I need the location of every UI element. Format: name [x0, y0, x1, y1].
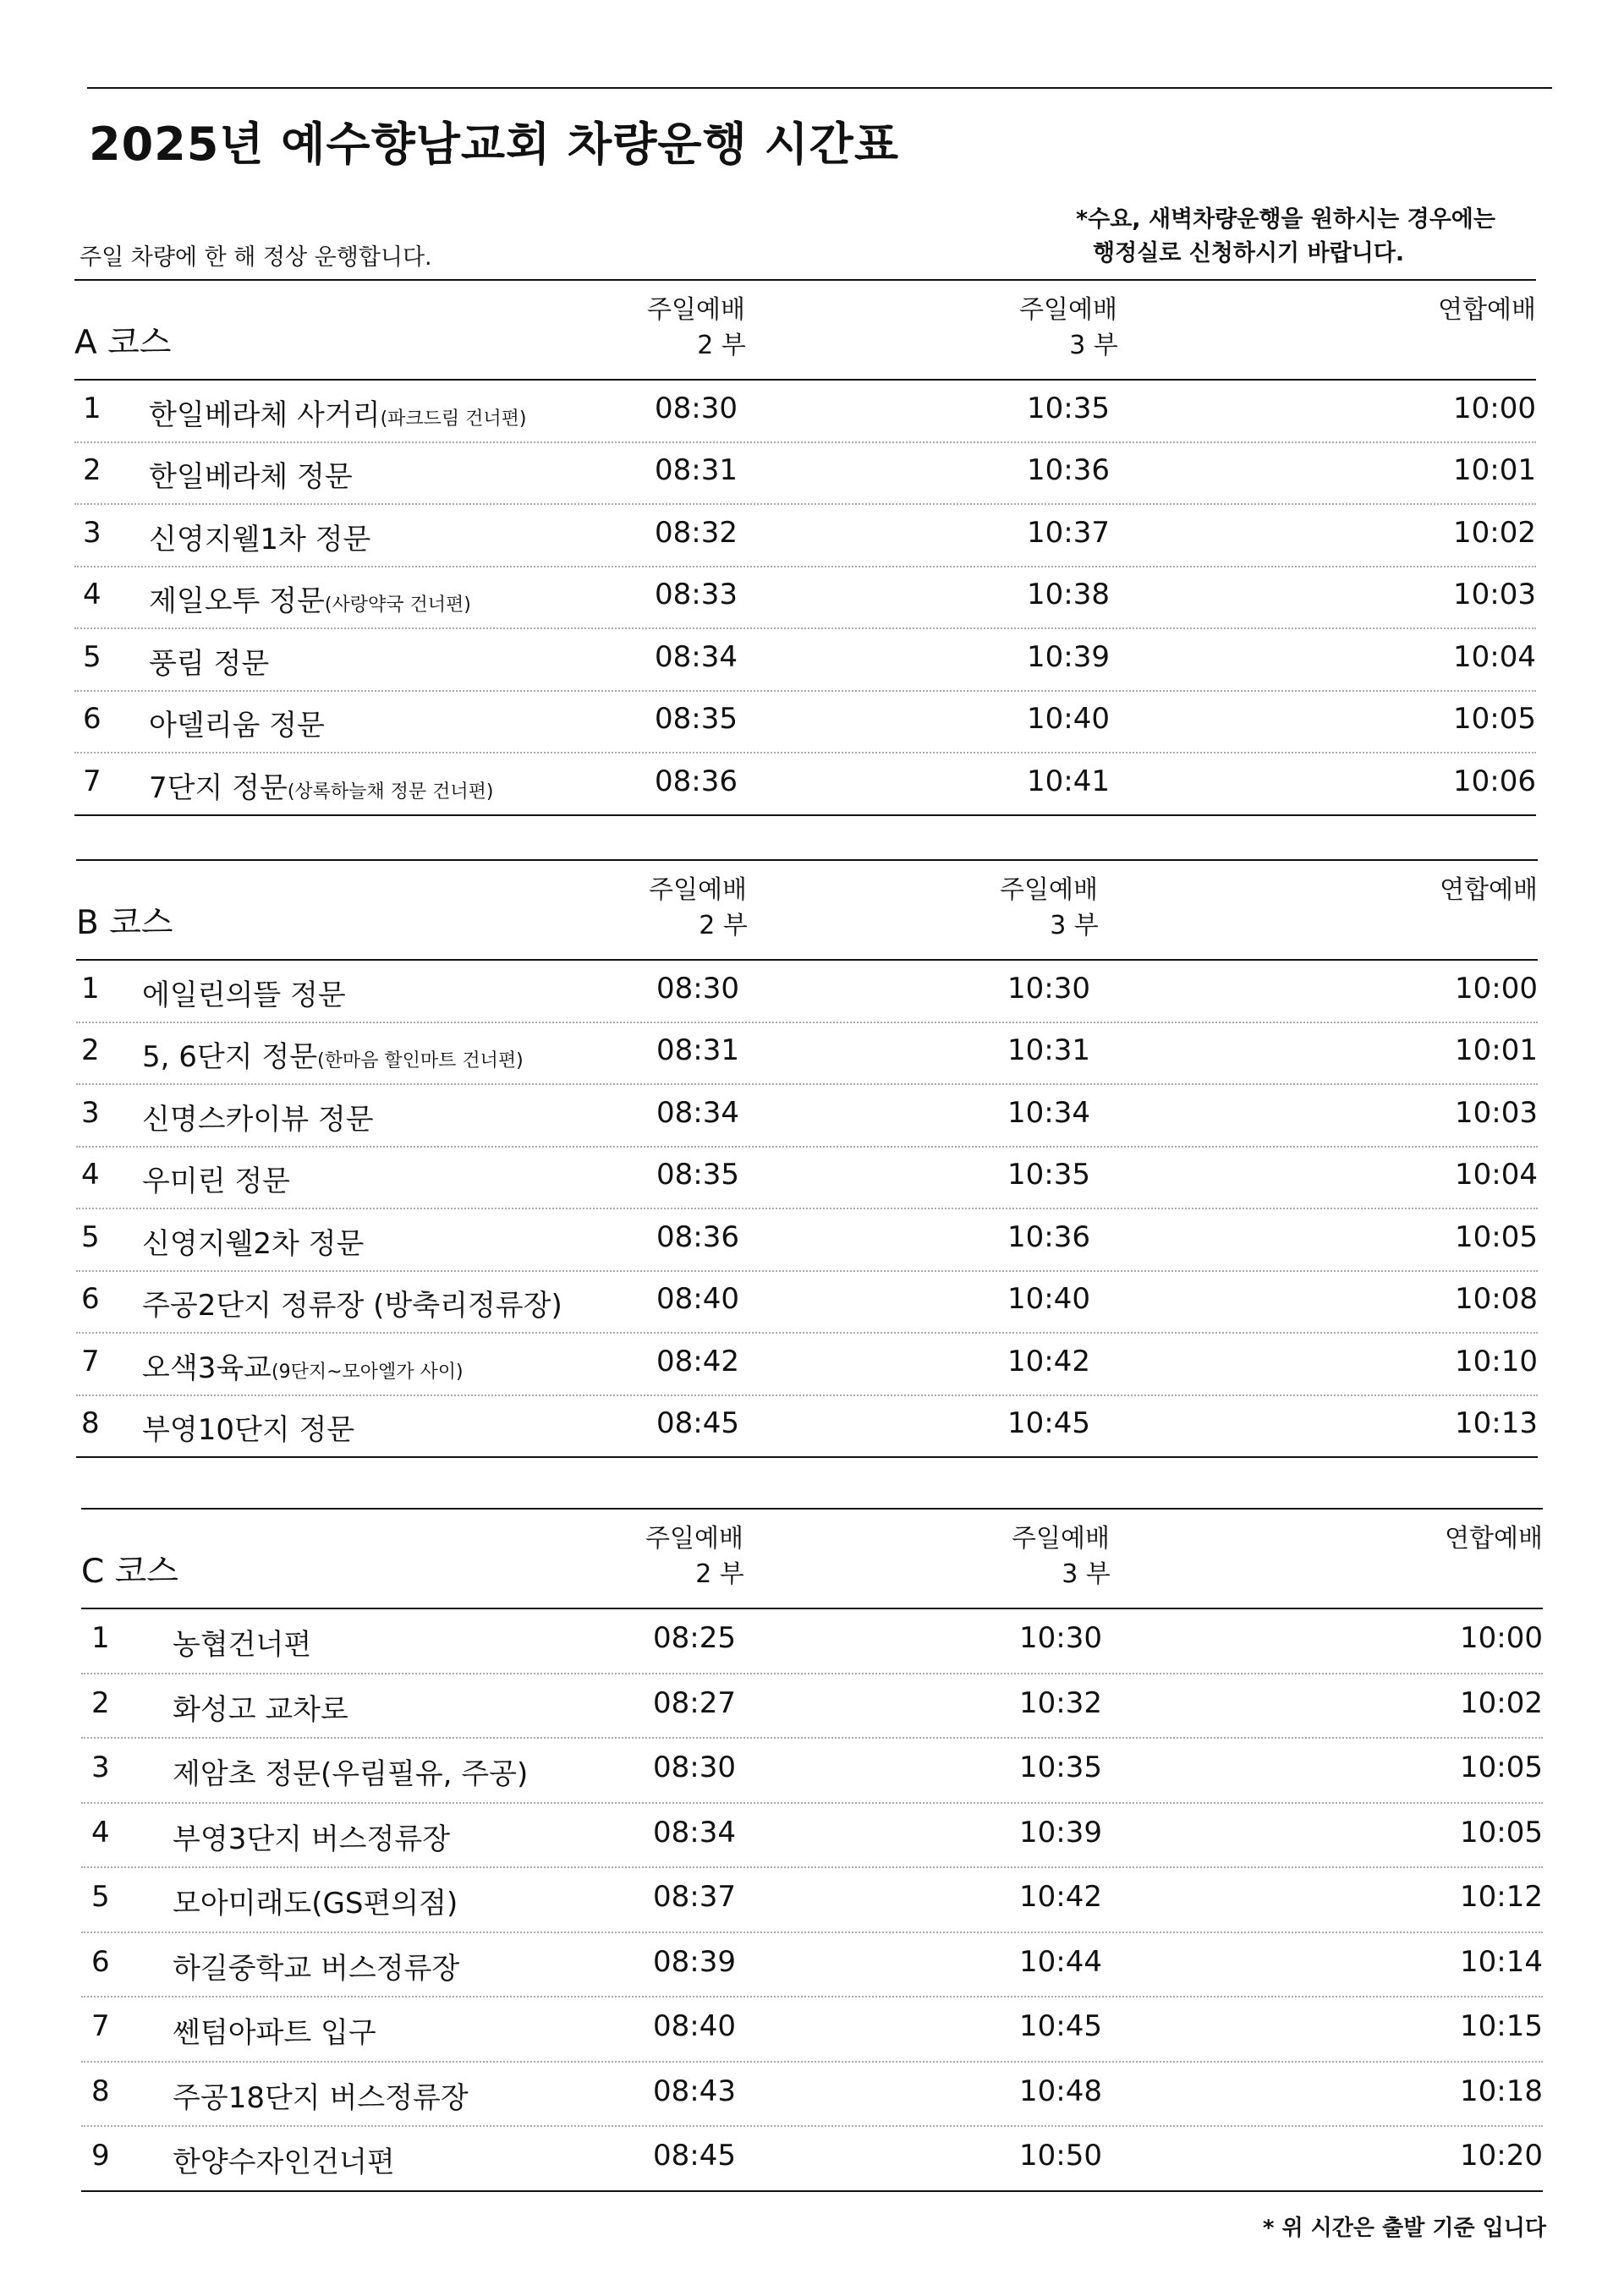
column-header-service-2-part: 2 부: [697, 331, 746, 360]
table-row: [81, 1609, 1543, 1674]
time-joint: 10:10: [1455, 1344, 1538, 1378]
stop-landmark-note: (사랑약국 건너편): [324, 595, 471, 616]
course-name: A 코스: [74, 324, 172, 362]
column-header-service-2: [595, 293, 798, 364]
stop-name: [149, 392, 527, 433]
table-row: [81, 1739, 1543, 1804]
table-row: [74, 692, 1536, 754]
time-joint: 10:05: [1460, 1815, 1543, 1849]
time-joint: 10:08: [1455, 1282, 1538, 1317]
stop-name: [149, 640, 269, 682]
time-joint: 10:06: [1453, 764, 1536, 798]
time-joint: 10:01: [1453, 453, 1536, 488]
top-rule: [87, 87, 1552, 89]
time-service-2: 08:32: [655, 515, 738, 550]
table-row: [74, 753, 1536, 816]
time-joint: 10:15: [1460, 2009, 1543, 2044]
time-service-2: 08:31: [655, 453, 738, 488]
time-service-2: 08:45: [656, 1406, 739, 1441]
table-row: [74, 567, 1536, 630]
table-row: [81, 2063, 1543, 2128]
table-row: [74, 381, 1536, 443]
time-service-3: 10:40: [1007, 1282, 1090, 1317]
stop-name-text: 제일오투 정문: [149, 584, 325, 619]
column-header-service-3: [947, 873, 1150, 944]
table-row: [76, 1085, 1538, 1148]
operation-note: 주일 차량에 한 해 정상 운행합니다.: [80, 244, 432, 271]
table-row: [74, 443, 1536, 506]
table-row: [76, 1334, 1538, 1396]
stop-number: 7: [81, 1344, 100, 1378]
time-service-3: 10:30: [1007, 971, 1090, 1006]
stop-name: [173, 1751, 528, 1792]
stop-name-text: 한일베라체 사거리: [149, 397, 381, 432]
stop-name-text: 7단지 정문: [149, 770, 288, 805]
stop-name: [173, 1816, 450, 1857]
table-row: [76, 1272, 1538, 1334]
column-header-service-3: [967, 293, 1170, 364]
footer-note: * 위 시간은 출발 기준 입니다: [1262, 2216, 1546, 2241]
time-service-2: 08:30: [655, 391, 738, 425]
request-note: [1076, 203, 1495, 271]
stop-name: [142, 1096, 374, 1137]
time-service-3: 10:37: [1027, 515, 1110, 550]
column-header-joint: [1445, 1521, 1543, 1557]
time-service-3: 10:45: [1007, 1406, 1090, 1441]
stop-number: 4: [91, 1815, 110, 1849]
time-joint: 10:00: [1460, 1621, 1543, 1656]
stop-name: [142, 972, 346, 1013]
stop-number: 9: [91, 2139, 110, 2173]
stop-number: 7: [83, 764, 102, 798]
time-service-3: 10:38: [1027, 578, 1110, 612]
time-service-2: 08:36: [656, 1219, 739, 1254]
time-joint: 10:05: [1460, 1751, 1543, 1785]
time-joint: 10:01: [1455, 1033, 1538, 1068]
time-service-3: 10:36: [1007, 1219, 1090, 1254]
stop-name-text: 부영10단지 정문: [142, 1413, 355, 1448]
stop-name: [173, 2139, 395, 2180]
time-service-3: 10:41: [1027, 764, 1110, 798]
time-service-2: 08:40: [653, 2009, 736, 2044]
stop-name-text: 신명스카이뷰 정문: [142, 1102, 374, 1137]
stop-landmark-note: (파크드림 건너편): [380, 408, 527, 430]
stop-name-text: 한일베라체 정문: [149, 460, 353, 495]
course-name: B 코스: [76, 904, 173, 942]
stop-number: 5: [83, 639, 102, 674]
time-service-3: 10:40: [1027, 702, 1110, 737]
stop-name-text: 오색3육교: [142, 1351, 272, 1385]
column-header-service-3-label: 주일예배: [1019, 295, 1117, 325]
time-service-2: 08:30: [653, 1751, 736, 1785]
column-header-service-2-part: 2 부: [695, 1559, 744, 1589]
stop-number: 1: [81, 971, 100, 1006]
stop-number: 2: [81, 1033, 100, 1068]
stop-name-text: 부영3단지 버스정류장: [173, 1822, 451, 1856]
stop-name-text: 풍림 정문: [149, 646, 270, 681]
time-service-2: 08:42: [656, 1344, 739, 1378]
stop-name: [149, 453, 353, 495]
column-header-service-3-label: 주일예배: [1000, 875, 1098, 905]
time-service-3: 10:35: [1027, 391, 1110, 425]
stop-name: [142, 1220, 364, 1262]
stop-name: [173, 1686, 348, 1728]
time-joint: 10:04: [1453, 639, 1536, 674]
time-service-3: 10:39: [1027, 639, 1110, 674]
time-service-2: 08:36: [655, 764, 738, 798]
time-joint: 10:20: [1460, 2139, 1543, 2173]
column-header-service-2: [596, 873, 799, 944]
time-service-3: 10:35: [1019, 1751, 1102, 1785]
stop-name: [142, 1406, 354, 1448]
stop-name: [173, 1621, 311, 1663]
table-row: [74, 629, 1536, 692]
table-row: [81, 1804, 1543, 1869]
stop-number: 6: [91, 1944, 110, 1979]
time-service-2: 08:30: [656, 971, 739, 1006]
stop-number: 2: [83, 453, 102, 488]
time-service-3: 10:34: [1007, 1095, 1090, 1130]
stop-landmark-note: (9단지~모아엘가 사이): [272, 1361, 464, 1383]
section-header: [74, 279, 1536, 381]
column-header-service-2-label: 주일예배: [649, 875, 747, 905]
time-service-3: 10:36: [1027, 453, 1110, 488]
time-service-2: 08:34: [656, 1095, 739, 1130]
time-service-3: 10:42: [1019, 1880, 1102, 1915]
time-service-2: 08:35: [655, 702, 738, 737]
time-joint: 10:03: [1453, 578, 1536, 612]
stop-number: 8: [91, 2074, 110, 2108]
stop-name: [173, 2074, 469, 2116]
time-service-3: 10:35: [1007, 1158, 1090, 1192]
stop-name-text: 제암초 정문(우림필유, 주공): [173, 1757, 529, 1792]
stop-landmark-note: (한마음 할인마트 건너편): [317, 1050, 524, 1072]
time-joint: 10:12: [1460, 1880, 1543, 1915]
page-title: 2025년 예수향남교회 차량운행 시간표: [89, 118, 899, 171]
stop-name: [149, 764, 494, 806]
stop-name-text: 모아미래도(GS편의점): [173, 1887, 458, 1921]
time-service-3: 10:45: [1019, 2009, 1102, 2044]
stop-number: 3: [83, 515, 102, 550]
stop-number: 5: [91, 1880, 110, 1915]
table-row: [76, 961, 1538, 1023]
time-service-3: 10:44: [1019, 1944, 1102, 1979]
time-service-2: 08:34: [653, 1815, 736, 1849]
section-header: [76, 859, 1538, 961]
stop-number: 1: [91, 1621, 110, 1656]
stop-name-text: 하길중학교 버스정류장: [173, 1951, 460, 1986]
stop-number: 6: [83, 702, 102, 737]
stop-number: 4: [81, 1158, 100, 1192]
stop-name: [142, 1345, 464, 1386]
table-row: [76, 1396, 1538, 1459]
time-service-3: 10:31: [1007, 1033, 1090, 1068]
stop-number: 8: [81, 1406, 100, 1441]
column-header-service-3-part: 3 부: [1050, 911, 1099, 940]
time-service-2: 08:40: [656, 1282, 739, 1317]
stop-number: 3: [81, 1095, 100, 1130]
column-header-joint-label: 연합예배: [1440, 875, 1538, 905]
stop-name-text: 신영지웰1차 정문: [149, 522, 371, 556]
table-row: [81, 2127, 1543, 2192]
section-header: [81, 1508, 1543, 1609]
column-header-service-3-label: 주일예배: [1012, 1524, 1110, 1553]
stop-number: 5: [81, 1219, 100, 1254]
time-joint: 10:02: [1460, 1685, 1543, 1720]
time-joint: 10:02: [1453, 515, 1536, 550]
time-joint: 10:14: [1460, 1944, 1543, 1979]
time-service-2: 08:35: [656, 1158, 739, 1192]
stop-number: 7: [91, 2009, 110, 2044]
course-name: C 코스: [81, 1553, 178, 1591]
column-header-service-3-part: 3 부: [1069, 331, 1118, 360]
time-service-3: 10:30: [1019, 1621, 1102, 1656]
time-service-2: 08:43: [653, 2074, 736, 2108]
time-service-3: 10:39: [1019, 1815, 1102, 1849]
time-service-2: 08:27: [653, 1685, 736, 1720]
column-header-joint: [1438, 293, 1536, 328]
stop-number: 6: [81, 1282, 100, 1317]
stop-name: [173, 2009, 376, 2051]
column-header-service-2-part: 2 부: [699, 911, 748, 940]
time-joint: 10:05: [1453, 702, 1536, 737]
time-service-3: 10:48: [1019, 2074, 1102, 2108]
stop-name-text: 쎈텀아파트 입구: [173, 2016, 376, 2051]
stop-name: [149, 702, 325, 743]
stop-number: 2: [91, 1685, 110, 1720]
table-row: [81, 1674, 1543, 1740]
time-service-2: 08:39: [653, 1944, 736, 1979]
stop-name-text: 주공2단지 정류장 (방축리정류장): [142, 1289, 562, 1323]
time-joint: 10:00: [1453, 391, 1536, 425]
time-joint: 10:05: [1455, 1219, 1538, 1254]
column-header-joint-label: 연합예배: [1445, 1524, 1543, 1553]
column-header-service-2-label: 주일예배: [647, 295, 745, 325]
column-header-service-2-label: 주일예배: [645, 1524, 743, 1553]
stop-name-text: 주공18단지 버스정류장: [173, 2080, 469, 2115]
time-service-2: 08:45: [653, 2139, 736, 2173]
table-row: [76, 1209, 1538, 1272]
stop-name-text: 5, 6단지 정문: [142, 1040, 318, 1075]
time-joint: 10:13: [1455, 1406, 1538, 1441]
column-header-joint: [1440, 873, 1538, 908]
column-header-service-3: [959, 1521, 1162, 1592]
stop-name-text: 우미린 정문: [142, 1164, 291, 1199]
time-service-2: 08:25: [653, 1621, 736, 1656]
column-header-service-2: [593, 1521, 796, 1592]
time-service-3: 10:42: [1007, 1344, 1090, 1378]
time-service-2: 08:34: [655, 639, 738, 674]
stop-name-text: 에일린의뜰 정문: [142, 978, 346, 1012]
stop-name: [149, 516, 370, 557]
time-joint: 10:03: [1455, 1095, 1538, 1130]
stop-name-text: 농협건너편: [173, 1628, 312, 1663]
time-joint: 10:04: [1455, 1158, 1538, 1192]
stop-name: [149, 578, 471, 619]
stop-number: 4: [83, 578, 102, 612]
stop-name: [173, 1945, 459, 1986]
time-service-3: 10:50: [1019, 2139, 1102, 2173]
time-joint: 10:18: [1460, 2074, 1543, 2108]
time-service-2: 08:37: [653, 1880, 736, 1915]
time-service-2: 08:31: [656, 1033, 739, 1068]
table-row: [74, 505, 1536, 567]
stop-name: [142, 1033, 524, 1075]
time-service-2: 08:33: [655, 578, 738, 612]
stop-name-text: 한양수자인건너편: [173, 2145, 395, 2180]
table-row: [81, 1997, 1543, 2063]
column-header-service-3-part: 3 부: [1062, 1559, 1111, 1589]
stop-name: [173, 1880, 458, 1921]
request-note-line-1: *수요, 새벽차량운행을 원하시는 경우에는: [1076, 206, 1495, 233]
stop-name-text: 아델리움 정문: [149, 709, 325, 743]
time-joint: 10:00: [1455, 971, 1538, 1006]
stop-landmark-note: (상록하늘채 정문 건너편): [287, 781, 494, 803]
column-header-joint-label: 연합예배: [1438, 295, 1536, 325]
table-row: [81, 1868, 1543, 1933]
request-note-line-2: 행정실로 신청하시기 바랍니다.: [1093, 240, 1405, 266]
stop-name: [142, 1282, 562, 1323]
stop-name-text: 화성고 교차로: [173, 1692, 348, 1727]
time-service-3: 10:32: [1019, 1685, 1102, 1720]
stop-number: 3: [91, 1751, 110, 1785]
stop-name-text: 신영지웰2차 정문: [142, 1226, 365, 1261]
stop-number: 1: [83, 391, 102, 425]
stop-name: [142, 1158, 290, 1199]
table-row: [76, 1148, 1538, 1210]
table-row: [76, 1023, 1538, 1086]
table-row: [81, 1933, 1543, 1998]
